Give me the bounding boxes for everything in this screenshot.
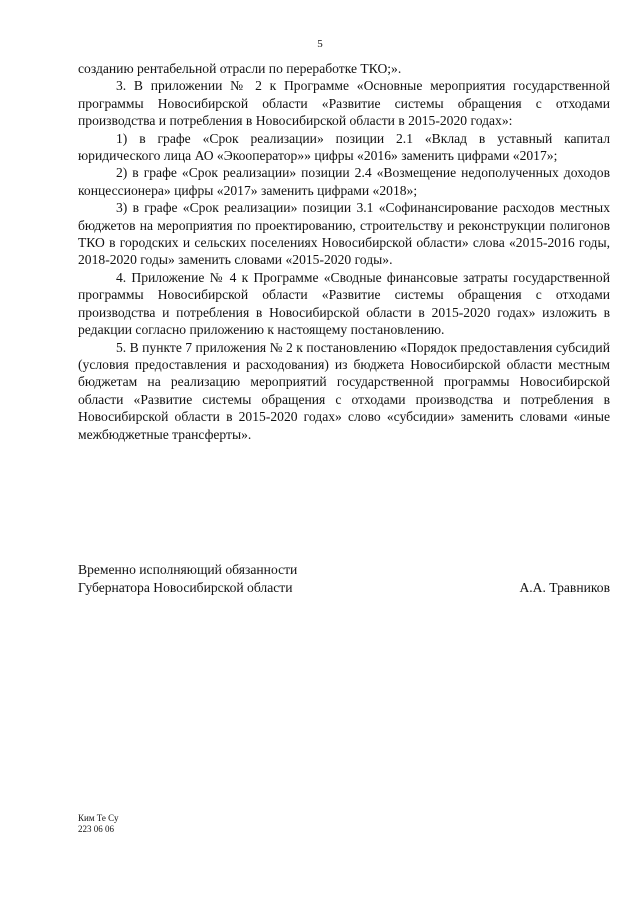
paragraph-item-5: 5. В пункте 7 приложения № 2 к постановлению «Порядок предоставления субсидий (условия предоставления и расходования) из бюджета Новосибирской области местным бюджетам на реализацию мероприятий государственной программы Новосибирской области «Развитие системы обращения с отходами производства и потребления в Новосибирской области в 2015-2020 годах» слово «субсидии» заменить словами «иные межбюджетные трансферты». <box>78 339 610 442</box>
signature-block <box>78 561 610 597</box>
paragraph-subitem-1: 1) в графе «Срок реализации» позиции 2.1 «Вклад в уставный капитал юридического лица АО «Экооператор»» цифры «2016» заменить цифрами «2017»; <box>78 130 610 164</box>
document-body <box>78 60 610 443</box>
paragraph-subitem-3: 3) в графе «Срок реализации» позиции 3.1 «Софинансирование расходов местных бюджетов на мероприятия по проектированию, строительству и реконструкции полигонов ТКО в городских и сельских поселениях Новосибирской области» слова «2015-2016 годы, 2018-2020 годы» заменить словами «2015-2020 годы». <box>78 200 610 268</box>
paragraph-item-3: 3. В приложении № 2 к Программе «Основные мероприятия государственной программы Новосибирской области «Развитие системы обращения с отходами производства и потребления в Новосибирской области в 2015-2020 годах»: <box>78 78 610 129</box>
executor-name: Ким Те Су <box>78 813 119 823</box>
signatory-title-line2: Губернатора Новосибирской области <box>78 580 293 595</box>
paragraph-continuation: созданию рентабельной отрасли по переработке ТКО;». <box>78 61 402 76</box>
paragraph-subitem-2: 2) в графе «Срок реализации» позиции 2.4 «Возмещение недополученных доходов концессионера» цифры «2017» заменить цифрами «2018»; <box>78 165 610 198</box>
signatory-name: А.А. Травников <box>519 580 610 595</box>
executor-phone: 223 06 06 <box>78 824 114 834</box>
executor-footer <box>78 813 118 835</box>
paragraph-item-4: 4. Приложение № 4 к Программе «Сводные финансовые затраты государственной программы Новосибирской области «Развитие системы обращения с отходами производства и потребления в Новосибирской области в 2015-2020 годах» изложить в редакции согласно приложению к настоящему постановлению. <box>78 269 610 338</box>
page-number: 5 <box>317 38 323 50</box>
signatory-title-line1: Временно исполняющий обязанности <box>78 562 298 577</box>
